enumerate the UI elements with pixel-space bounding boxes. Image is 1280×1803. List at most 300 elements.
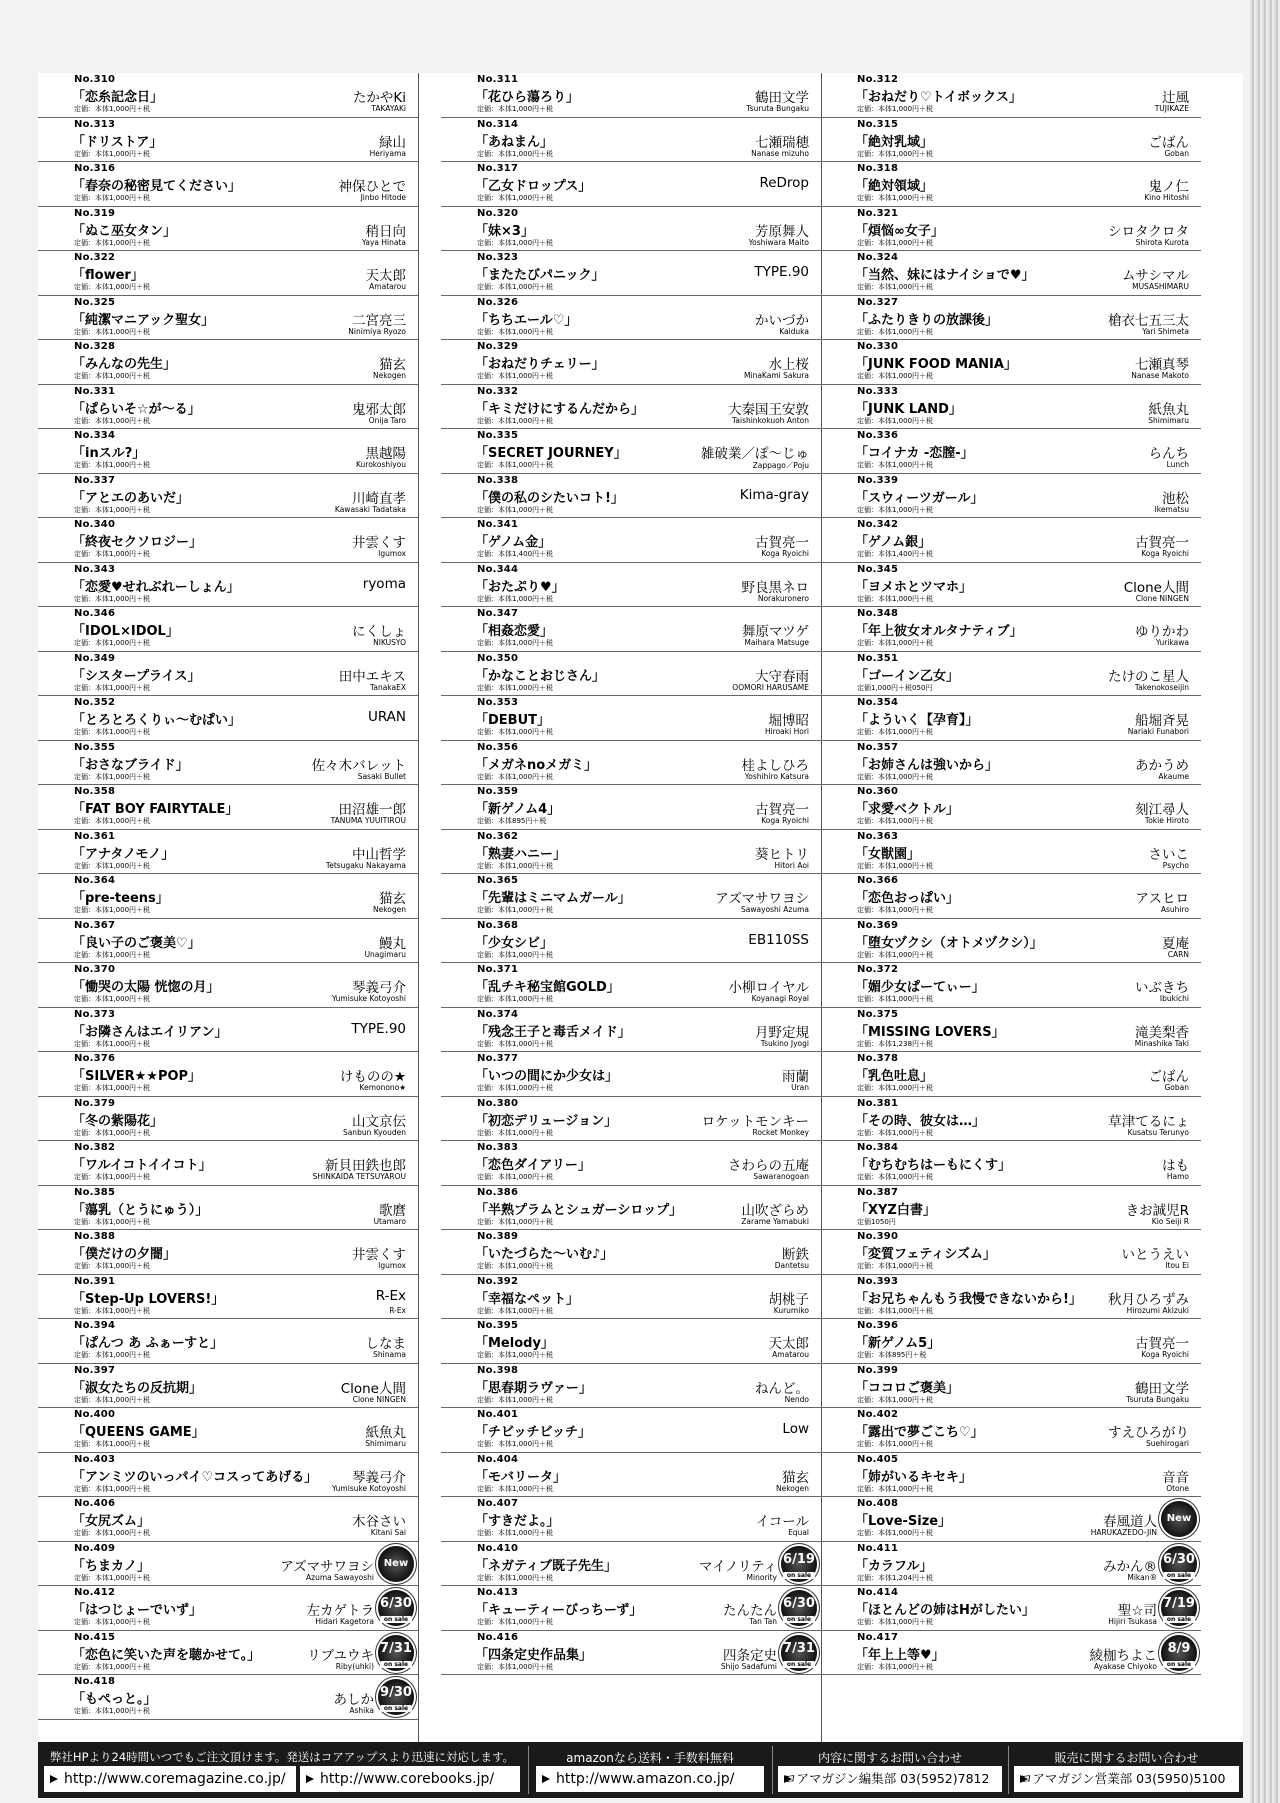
release-date-badge	[781, 1590, 817, 1626]
book-entry	[821, 1364, 1201, 1409]
book-title: 「淑女たちの反抗期」	[72, 1380, 203, 1396]
book-author: 断鉄	[782, 1247, 809, 1263]
book-author-romaji: Tokie Hiroto	[1144, 816, 1189, 825]
book-entry	[38, 474, 418, 519]
book-author: 川崎直孝	[352, 490, 406, 507]
edge-stripe-decoration	[1250, 0, 1280, 1803]
book-entry	[821, 1542, 1201, 1587]
book-author-romaji: Tan Tan	[749, 1617, 777, 1626]
book-entry	[38, 652, 418, 697]
book-author-romaji: Ashika	[349, 1706, 374, 1715]
badge-label: 6/30	[380, 1596, 412, 1611]
book-author: ロケットモンキー	[701, 1113, 809, 1130]
book-number: No.409	[74, 1542, 116, 1554]
book-number: No.325	[74, 296, 116, 308]
book-author-romaji: Goban	[1164, 1083, 1189, 1092]
book-author-romaji: Asuhiro	[1160, 905, 1189, 914]
book-price: 定価：本体1,000円＋税	[857, 1662, 934, 1671]
book-entry	[38, 385, 418, 430]
book-price: 定価：本体1,000円＋税	[74, 461, 151, 469]
book-entry	[821, 1497, 1201, 1542]
book-price: 定価：本体1,000円＋税	[857, 772, 934, 781]
book-title: 「蕩乳（とうにゅう）」	[72, 1202, 209, 1218]
book-entry	[821, 162, 1201, 207]
book-price: 定価：本体1,000円＋税	[857, 1395, 934, 1404]
book-price: 定価：本体1,000円＋税	[74, 817, 151, 825]
book-title: 「XYZ白書」	[855, 1202, 936, 1218]
book-title: 「FAT BOY FAIRYTALE」	[72, 802, 239, 817]
book-number: No.368	[477, 919, 519, 931]
book-entry	[38, 1364, 418, 1409]
book-title: 「MISSING LOVERS」	[855, 1024, 1005, 1040]
book-author: 黒越陽	[365, 446, 406, 462]
book-title: 「残念王子と毒舌メイド」	[475, 1024, 631, 1040]
book-author-romaji: Nendo	[784, 1394, 809, 1404]
book-number: No.326	[477, 296, 519, 308]
book-author-romaji: Kitani Sai	[370, 1528, 406, 1537]
book-number: No.316	[74, 163, 116, 174]
book-entry	[441, 1497, 821, 1542]
book-author-romaji: Koga Ryoichi	[1141, 549, 1189, 558]
book-author: 二宮亮三	[352, 312, 406, 329]
book-price: 定価1,000円＋税050円	[857, 683, 933, 692]
book-author: 木谷さい	[352, 1514, 406, 1530]
book-entry	[441, 474, 821, 519]
book-author: アズマサワヨシ	[280, 1558, 374, 1575]
book-entry	[441, 1052, 821, 1097]
book-author: 鶴田文学	[1135, 1380, 1189, 1397]
book-author-romaji: Yari Shimeta	[1142, 326, 1189, 336]
book-price: 定価：本体1,000円＋税	[74, 1306, 151, 1315]
book-number: No.417	[857, 1631, 899, 1643]
book-author-romaji: Uran	[791, 1083, 809, 1092]
book-price: 定価：本体1,000円＋税	[477, 1128, 554, 1137]
book-price: 定価：本体1,000円＋税	[74, 327, 151, 336]
book-author-romaji: Utamaro	[373, 1216, 406, 1226]
book-entry	[441, 1364, 821, 1409]
book-author-romaji: Amatarou	[772, 1350, 809, 1359]
release-date-badge	[1161, 1635, 1197, 1671]
book-number: No.405	[857, 1453, 899, 1465]
book-title: 「おねだりチェリー」	[475, 357, 605, 372]
book-title: 「ほとんどの姉はHがしたい」	[855, 1603, 1035, 1618]
book-price: 定価：本体1,000円＋税	[857, 950, 934, 959]
book-price: 定価：本体1,000円＋税	[477, 1217, 554, 1226]
book-price: 定価：本体1,000円＋税	[74, 683, 151, 692]
release-date-badge	[378, 1635, 414, 1671]
book-entry	[441, 963, 821, 1008]
corebooks-link[interactable]: http://www.corebooks.jp/	[300, 1766, 520, 1792]
book-number: No.331	[74, 385, 116, 397]
book-entry	[441, 1186, 821, 1231]
book-author: 猫玄	[379, 891, 406, 907]
editorial-phone: コアマガジン編集部 03(5952)7812	[778, 1766, 1002, 1792]
book-entry	[821, 607, 1201, 652]
book-author: 古賀亮一	[755, 535, 809, 551]
book-title: 「絶対領域」	[855, 179, 934, 194]
book-entry	[821, 1408, 1201, 1453]
book-price: 定価：本体1,000円＋税	[857, 639, 934, 647]
book-title: 「ドリストア」	[72, 134, 163, 150]
book-author-romaji: Kurokoshiyou	[356, 460, 406, 469]
book-number: No.346	[74, 608, 116, 619]
book-author-romaji: Hamo	[1166, 1172, 1189, 1181]
book-title: 「求愛ベクトル」	[855, 802, 960, 817]
badge-on-sale-label: on sale	[1163, 1572, 1195, 1579]
book-author: 春風道人	[1103, 1514, 1157, 1530]
book-number: No.313	[74, 118, 116, 130]
footer-divider	[772, 1746, 773, 1794]
book-author: アスヒロ	[1135, 891, 1189, 907]
book-author: 舞原マツゲ	[742, 624, 809, 640]
book-number: No.335	[477, 430, 519, 441]
book-author-romaji: Ayakase Chiyoko	[1093, 1661, 1157, 1671]
book-price: 定価：本体1,000円＋税	[857, 861, 934, 870]
book-author-romaji: Itou Ei	[1165, 1261, 1189, 1270]
book-number: No.380	[477, 1097, 519, 1109]
book-number: No.353	[477, 697, 519, 708]
book-author: きお誠児R	[1125, 1202, 1189, 1219]
book-number: No.334	[74, 430, 116, 441]
book-number: No.391	[74, 1275, 116, 1287]
badge-label: New	[1166, 1513, 1192, 1524]
book-number: No.351	[857, 652, 899, 664]
book-price: 定価：本体1,000円＋税	[74, 149, 151, 158]
book-number: No.372	[857, 964, 899, 975]
book-author: いとうえい	[1121, 1247, 1189, 1263]
badge-on-sale-label: on sale	[783, 1661, 815, 1668]
book-title: 「シスタープライス」	[72, 668, 201, 684]
book-entry	[441, 296, 821, 341]
book-number: No.348	[857, 608, 899, 619]
book-author-romaji: SHINKAIDA TETSUYAROU	[312, 1172, 406, 1181]
book-number: No.399	[857, 1364, 899, 1376]
book-entry	[821, 429, 1201, 474]
book-author-romaji: Suehirogari	[1146, 1439, 1189, 1448]
book-title: 「新ゲノム4」	[475, 802, 561, 817]
book-title: 「妹×3」	[475, 223, 534, 239]
book-price: 定価：本体1,000円＋税	[477, 1529, 554, 1537]
book-author-romaji: Ibukichi	[1159, 994, 1189, 1003]
book-title: 「おねだり♡トイボックス」	[855, 90, 1022, 105]
book-entry	[38, 340, 418, 385]
book-author: 鬼邪太郎	[352, 401, 406, 418]
release-date-badge	[1161, 1546, 1197, 1582]
book-entry	[38, 1230, 418, 1275]
badge-label: 9/30	[380, 1685, 412, 1700]
badge-label: New	[383, 1557, 409, 1569]
book-entry	[441, 251, 821, 296]
book-author-romaji: MUSASHIMARU	[1132, 282, 1189, 291]
book-number: No.315	[857, 118, 899, 130]
book-title: 「相姦恋愛」	[475, 624, 554, 639]
book-title: 「ちまカノ」	[72, 1558, 151, 1574]
book-author: 古賀亮一	[755, 802, 809, 818]
book-number: No.395	[477, 1320, 519, 1331]
book-number: No.328	[74, 341, 116, 352]
book-entry	[821, 251, 1201, 296]
book-title: 「新ゲノム5」	[855, 1336, 941, 1351]
book-title: 「変質フェティシズム」	[855, 1247, 996, 1262]
book-author-romaji: Equal	[788, 1528, 809, 1537]
book-price: 定価：本体1,000円＋税	[477, 728, 554, 736]
badge-on-sale-label: on sale	[783, 1616, 815, 1623]
book-number: No.387	[857, 1186, 899, 1198]
book-author: リブユウキ	[307, 1647, 374, 1664]
book-author-romaji: Psycho	[1162, 860, 1189, 870]
book-entry	[441, 1230, 821, 1275]
catalog-sheet	[38, 73, 1243, 1799]
book-author: すえひろがり	[1108, 1425, 1189, 1441]
book-number: No.398	[477, 1364, 519, 1376]
book-price: 定価：本体1,000円＋税	[477, 1306, 554, 1315]
book-author: 七瀬真琴	[1135, 357, 1189, 373]
book-entry	[38, 73, 418, 118]
book-price: 定価：本体1,000円＋税	[857, 1618, 934, 1626]
book-price: 定価：本体895円＋税	[857, 1351, 927, 1359]
book-price: 定価：本体1,000円＋税	[477, 327, 554, 336]
book-author: TYPE.90	[754, 264, 809, 280]
book-entry	[441, 1275, 821, 1320]
sales-contact-heading: 販売に関するお問い合わせ	[1054, 1751, 1199, 1765]
book-entry	[441, 563, 821, 608]
book-entry	[821, 652, 1201, 697]
book-author: EB110SS	[748, 931, 809, 948]
book-number: No.383	[477, 1142, 519, 1153]
book-author-romaji: Riby(uhki)	[335, 1661, 374, 1671]
book-title: 「もぺっと。」	[72, 1692, 157, 1707]
content-contact-heading: 内容に関するお問い合わせ	[817, 1751, 962, 1765]
book-author: URAN	[367, 709, 406, 725]
book-author-romaji: Taishinkokuoh Anton	[732, 415, 809, 425]
book-price: 定価：本体1,238円＋税	[857, 1039, 934, 1048]
book-price: 定価：本体1,000円＋税	[74, 594, 151, 603]
book-number: No.392	[477, 1275, 519, 1287]
book-title: 「恋色おっぱい」	[855, 891, 960, 906]
book-author: 滝美梨香	[1135, 1024, 1189, 1041]
book-title: 「当然、妹にはナイショで♥」	[855, 268, 1035, 283]
amazon-heading: amazonなら送料・手数料無料	[566, 1751, 734, 1765]
book-title: 「恋愛♥せれぶれーしょん」	[72, 579, 240, 595]
book-price: 定価：本体1,000円＋税	[74, 728, 151, 736]
book-author: 大守春雨	[755, 668, 809, 685]
book-author: ReDrop	[759, 175, 809, 191]
book-author-romaji: Lunch	[1166, 460, 1189, 469]
book-author: さいこ	[1148, 846, 1189, 863]
book-title: 「みんなの先生」	[72, 357, 177, 372]
badge-on-sale-label: on sale	[380, 1616, 412, 1623]
book-author-romaji: Kemonono★	[359, 1083, 406, 1092]
badge-label: 7/31	[783, 1640, 815, 1656]
book-number: No.393	[857, 1275, 899, 1287]
book-number: No.337	[74, 474, 116, 486]
book-price: 定価：本体1,400円＋税	[857, 550, 934, 558]
book-entry	[441, 518, 821, 563]
book-author-romaji: Tsuruta Bungaku	[1126, 1394, 1189, 1404]
book-title: 「とろとろくりぃ～むぱい」	[72, 713, 242, 728]
book-title: 「純潔マニアック聖女」	[72, 312, 215, 328]
book-price: 定価：本体1,000円＋税	[857, 372, 934, 380]
book-number: No.312	[857, 74, 899, 85]
book-entry	[441, 1631, 821, 1676]
book-author-romaji: Koga Ryoichi	[761, 816, 809, 825]
badge-label: 6/19	[783, 1551, 815, 1567]
book-author: 天太郎	[768, 1336, 809, 1352]
book-author-romaji: Minashika Taki	[1134, 1038, 1189, 1048]
book-title: 「チビッチビッチ」	[475, 1425, 591, 1440]
book-number: No.310	[74, 74, 116, 85]
book-entry	[441, 1586, 821, 1631]
book-number: No.354	[857, 697, 899, 708]
book-number: No.385	[74, 1186, 116, 1198]
book-author-romaji: Kaiduka	[779, 326, 809, 336]
book-author: たんたん	[723, 1603, 777, 1619]
book-price: 定価：本体1,000円＋税	[857, 149, 934, 158]
book-author: ねんど。	[755, 1380, 809, 1397]
coremagazine-link[interactable]: http://www.coremagazine.co.jp/	[44, 1766, 296, 1792]
book-entry	[38, 919, 418, 964]
book-price: 定価：本体1,000円＋税	[74, 1084, 151, 1092]
book-author: 紙魚丸	[365, 1425, 406, 1441]
book-author-romaji: TAKAYAKi	[371, 104, 406, 113]
book-entry	[821, 1453, 1201, 1498]
book-author: 天太郎	[365, 268, 406, 284]
book-price: 定価：本体1,000円＋税	[477, 416, 554, 425]
book-author: 山文京伝	[352, 1113, 406, 1130]
book-price: 定価：本体1,000円＋税	[477, 1662, 554, 1671]
book-entry	[821, 1586, 1201, 1631]
book-entry	[821, 474, 1201, 519]
book-entry	[821, 73, 1201, 118]
book-price: 定価：本体1,000円＋税	[857, 728, 934, 736]
book-entry	[441, 1008, 821, 1053]
book-entry	[38, 1186, 418, 1231]
book-title: 「年上上等♥」	[855, 1647, 945, 1663]
book-author: はも	[1162, 1158, 1189, 1174]
book-price: 定価：本体1,000円＋税	[477, 639, 554, 647]
book-number: No.332	[477, 385, 519, 397]
book-author-romaji: Koga Ryoichi	[1141, 1350, 1189, 1359]
book-price: 定価：本体1,000円＋税	[74, 1351, 151, 1359]
book-number: No.317	[477, 163, 519, 174]
book-entry	[38, 251, 418, 296]
book-title: 「恋色ダイアリー」	[475, 1158, 591, 1173]
book-price: 定価：本体1,000円＋税	[74, 906, 151, 914]
book-author: ムサシマル	[1122, 268, 1189, 284]
book-author: 稍日向	[365, 223, 406, 240]
book-title: 「スウィーツガール」	[855, 490, 984, 506]
book-author: ryoma	[362, 575, 406, 592]
book-price: 定価：本体1,000円＋税	[857, 594, 934, 603]
book-author: 野良黒ネロ	[741, 579, 809, 596]
book-entry	[38, 741, 418, 786]
book-author-romaji: Hidari Kagetora	[315, 1617, 374, 1626]
book-price: 定価：本体1,000円＋税	[477, 906, 554, 914]
book-number: No.408	[857, 1498, 899, 1509]
book-price: 定価：本体1,400円＋税	[477, 550, 554, 558]
book-author-romaji: Ninimiya Ryozo	[348, 326, 406, 336]
badge-label: 7/19	[1163, 1596, 1195, 1611]
book-entry	[821, 518, 1201, 563]
book-author: 堀博昭	[768, 713, 809, 729]
release-date-badge	[378, 1679, 414, 1715]
book-number: No.357	[857, 741, 899, 753]
book-price: 定価：本体1,000円＋税	[74, 772, 151, 781]
book-entry	[821, 1319, 1201, 1364]
amazon-link[interactable]: http://www.amazon.co.jp/	[536, 1766, 764, 1792]
book-price: 定価：本体1,000円＋税	[857, 461, 934, 469]
book-entry	[38, 1275, 418, 1320]
book-author: 池松	[1162, 490, 1189, 507]
book-author: 葵ヒトリ	[755, 846, 809, 863]
book-author-romaji: Igumox	[378, 1261, 406, 1270]
book-price: 定価：本体1,000円＋税	[74, 1440, 151, 1448]
book-number: No.342	[857, 519, 899, 530]
book-number: No.350	[477, 652, 519, 664]
book-number: No.379	[74, 1097, 116, 1109]
book-author: 桂よしひろ	[741, 757, 809, 774]
book-title: 「堕女ヅクシ（オトメヅクシ）」	[855, 935, 1043, 951]
book-author-romaji: Kurumiko	[773, 1305, 809, 1315]
book-title: 「熟妻ハニー」	[475, 846, 567, 862]
release-date-badge	[1161, 1590, 1197, 1626]
badge-on-sale-label: on sale	[380, 1661, 412, 1668]
book-entry	[821, 919, 1201, 964]
book-title: 「あねまん」	[475, 134, 554, 150]
book-author: 槍衣七五三太	[1108, 312, 1189, 329]
book-author-romaji: Nanase mizuho	[751, 148, 809, 158]
book-number: No.411	[857, 1542, 899, 1554]
book-entry	[821, 874, 1201, 919]
book-entry	[38, 830, 418, 875]
book-author-romaji: TUJIKAZE	[1154, 104, 1189, 113]
book-entry	[441, 1319, 821, 1364]
badge-label: 7/31	[380, 1640, 412, 1656]
book-author: 鰻丸	[379, 935, 406, 952]
book-entry	[441, 607, 821, 652]
book-author: 刻江尋人	[1135, 802, 1189, 818]
book-title: 「よういく【孕育】」	[855, 713, 979, 728]
book-title: 「恋色に笑いた声を聴かせて。」	[72, 1647, 261, 1663]
book-author: 左カゲトラ	[306, 1603, 374, 1619]
catalog-grid	[38, 73, 1243, 1742]
book-author: 音音	[1162, 1469, 1189, 1486]
book-number: No.370	[74, 964, 116, 975]
book-author: 鶴田文学	[755, 90, 809, 106]
book-title: 「Love-Size」	[855, 1514, 952, 1529]
book-author: 神保ひとで	[338, 179, 406, 195]
book-title: 「幸福なペット」	[475, 1291, 580, 1307]
book-entry	[38, 1631, 418, 1676]
book-price: 定価：本体1,000円＋税	[74, 416, 151, 425]
book-title: 「アンミツのいっパイ♡コスってあげる」	[72, 1469, 318, 1485]
book-number: No.397	[74, 1364, 116, 1376]
book-entry	[38, 563, 418, 608]
book-author-romaji: Shinama	[373, 1350, 406, 1359]
book-author-romaji: TANUMA YUUITIROU	[330, 816, 406, 825]
book-number: No.345	[857, 563, 899, 575]
book-number: No.402	[857, 1409, 899, 1420]
book-title: 「かなことおじさん」	[475, 668, 606, 684]
book-number: No.389	[477, 1231, 519, 1242]
book-author-romaji: HARUKAZEDO-JIN	[1090, 1528, 1157, 1537]
book-author: あかうめ	[1135, 757, 1189, 774]
book-number: No.396	[857, 1320, 899, 1331]
book-title: 「ゴーイン乙女」	[855, 668, 960, 684]
book-author: 琴義弓介	[352, 1469, 406, 1486]
book-author: 琴義弓介	[352, 980, 406, 996]
book-price: 定価：本体1,000円＋税	[857, 906, 934, 914]
